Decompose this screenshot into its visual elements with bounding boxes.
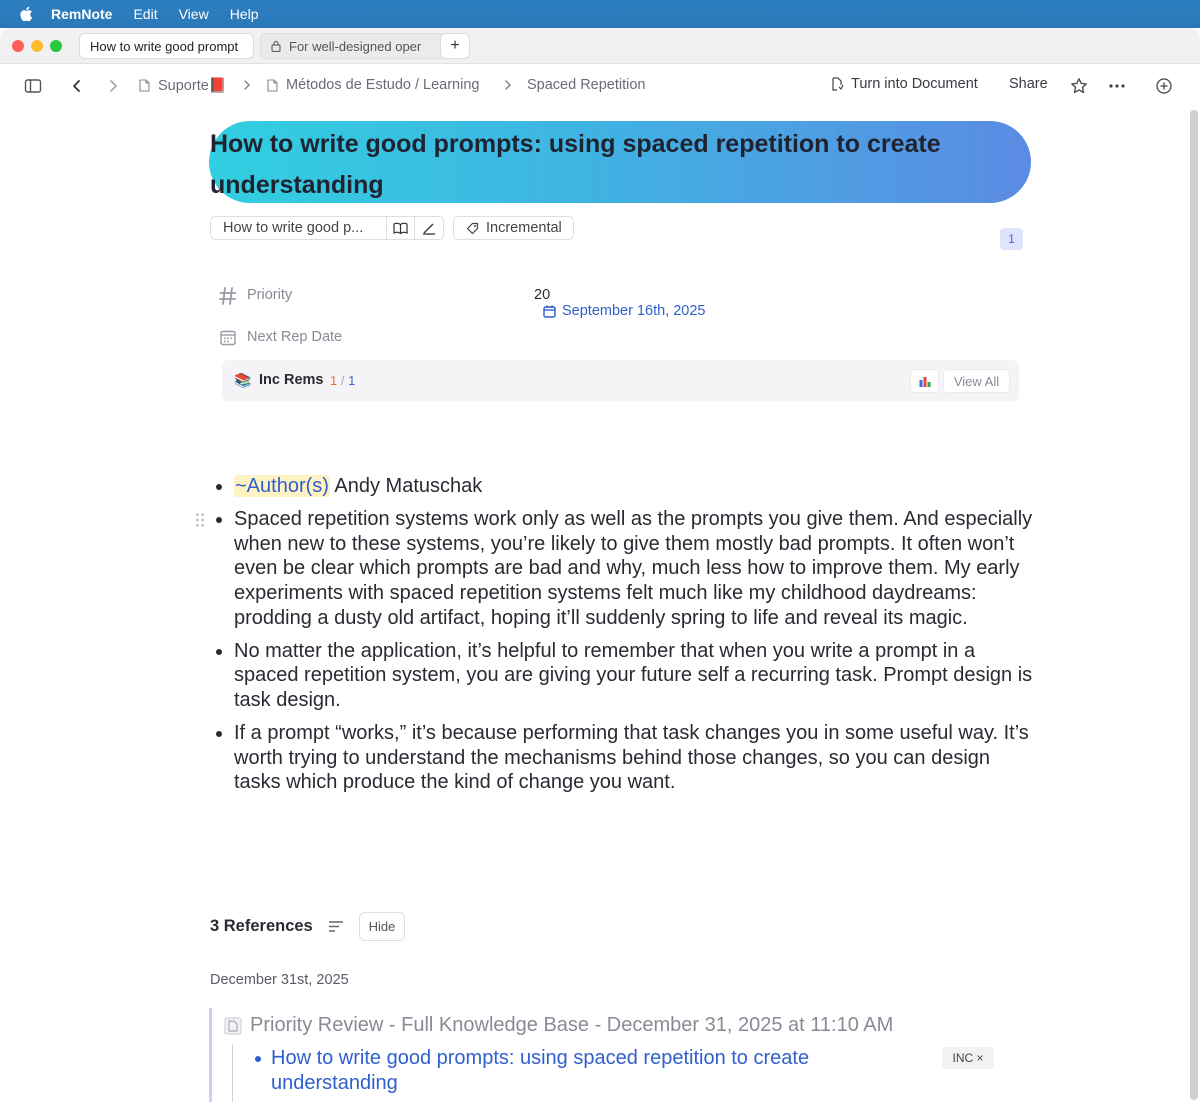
bullet-dot[interactable] [216,649,222,655]
zoom-window-button[interactable] [50,40,62,52]
share-label: Share [1009,76,1048,92]
new-tab-button[interactable]: + [440,33,470,59]
author-tag[interactable]: ~Author(s) [235,475,329,497]
reference-accent-bar [209,1008,212,1102]
drag-handle-icon[interactable] [195,512,205,528]
source-chip-label: How to write good p... [223,220,364,236]
tab-inactive-label: For well-designed oper [289,38,422,54]
menu-view[interactable]: View [178,6,209,22]
bullet-dot[interactable] [255,1056,261,1062]
breadcrumb-label-1: Suporte📕 [158,78,227,94]
breadcrumb-item-2[interactable] [267,77,479,93]
pen-icon [422,222,436,235]
hash-icon [218,286,238,306]
list-item[interactable] [210,721,1040,795]
source-chip[interactable] [210,216,444,240]
bullet-dot[interactable] [216,517,222,523]
books-icon: 📚 [234,372,252,388]
turn-into-document-button[interactable] [830,76,978,92]
priority-label: Priority [247,287,293,303]
list-item[interactable] [210,507,1040,630]
next-rep-date-text: September 16th, 2025 [562,303,706,319]
document-icon [139,79,150,92]
minimize-window-button[interactable] [31,40,43,52]
list-item-text: If a prompt “works,” it’s because performing that task changes you in some useful way. It’s worth trying to understand the mechanisms behind those changes, so you can design tasks which produce the kind of change you want. [234,722,1029,794]
inc-rems-current: 1 [330,373,338,388]
menu-edit[interactable]: Edit [133,6,158,22]
breadcrumb-chevron-icon [503,78,513,92]
inc-rems-count [330,373,355,388]
next-rep-date-label: Next Rep Date [247,329,343,345]
next-rep-date-value[interactable] [543,303,706,319]
macos-menu-bar [0,0,1200,28]
book-icon [393,222,408,235]
reference-thread-line [232,1044,233,1102]
edit-source-button[interactable] [414,217,443,239]
hide-references-button[interactable]: Hide [359,912,405,941]
breadcrumb-item-3[interactable] [527,77,646,93]
lock-icon [271,40,281,52]
breadcrumb-label-2: Métodos de Estudo / Learning [286,77,480,93]
inc-tag[interactable]: INC × [942,1047,994,1069]
bullet-dot[interactable] [216,484,222,490]
sidebar-toggle-icon[interactable] [24,77,42,95]
calendar-grid-icon [218,328,238,348]
page-title[interactable]: How to write good prompts: using spaced repetition to create understanding [210,130,941,199]
back-arrow-icon[interactable] [68,77,86,95]
breadcrumb-chevron-icon [242,78,252,92]
menu-help[interactable]: Help [229,6,259,22]
star-icon[interactable] [1070,77,1088,95]
list-item-author[interactable] [210,474,1040,499]
scrollbar[interactable] [1190,110,1198,1100]
incremental-tag-label: Incremental [486,220,562,236]
inc-rems-label: Inc Rems [259,372,324,388]
toolbar [0,65,1200,107]
more-options-icon[interactable] [1108,77,1126,95]
document-icon [267,79,278,92]
tab-active[interactable] [79,33,254,59]
apple-icon[interactable] [19,6,33,22]
document-convert-icon [830,77,844,92]
forward-arrow-icon[interactable] [104,77,122,95]
inc-rems-bar[interactable] [222,360,1019,401]
share-button[interactable] [1009,76,1048,92]
close-window-button[interactable] [12,40,24,52]
content-list [210,474,1040,804]
bullet-dot[interactable] [216,731,222,737]
add-comment-icon[interactable] [1155,77,1173,95]
reference-doc-title[interactable]: Priority Review - Full Knowledge Base - December 31, 2025 at 11:10 AM [250,1014,894,1036]
inc-rems-total: 1 [348,373,356,388]
author-name: Andy Matuschak [329,475,483,497]
breadcrumb-label-3: Spaced Repetition [527,77,646,93]
document-icon [224,1017,242,1035]
menu-app-name[interactable]: RemNote [51,6,113,22]
open-reader-button[interactable] [386,217,415,239]
tab-active-label: How to write good prompt [90,38,239,54]
reference-link[interactable]: How to write good prompts: using spaced repetition to create understanding [271,1047,810,1094]
turn-into-document-label: Turn into Document [851,76,978,92]
list-item[interactable] [210,639,1040,713]
calendar-icon [543,305,556,318]
breadcrumb-item-1[interactable] [139,77,227,94]
inc-rems-separator: / [337,373,349,388]
incremental-tag-chip[interactable] [453,216,574,240]
tab-inactive[interactable] [260,33,446,59]
bar-chart-icon [919,376,931,387]
view-all-button[interactable]: View All [943,369,1010,393]
tag-icon [466,222,479,235]
list-item-text: Spaced repetition systems work only as well as the prompts you give them. And especially when new to these systems, you’re likely to give them mostly bad prompts. It often won’t even be clear which prompts are bad and why, much less how to improve them. My early experiments with spaced repetition systems felt much like my childhood daydreams: prodding a dusty old artifact, hoping it’ll suddenly spring to life and reveal its magic. [234,508,1033,629]
count-badge[interactable]: 1 [1000,228,1023,250]
reference-date: December 31st, 2025 [210,972,349,988]
stats-button[interactable] [910,369,939,393]
priority-value[interactable]: 20 [534,287,551,303]
sort-icon[interactable] [328,920,344,933]
list-item-text: No matter the application, it’s helpful to remember that when you write a prompt in a spaced repetition system, you are giving your future self a recurring task. Prompt design is task design. [234,639,1033,711]
tab-bar [0,28,1200,64]
references-heading: 3 References [210,917,313,935]
